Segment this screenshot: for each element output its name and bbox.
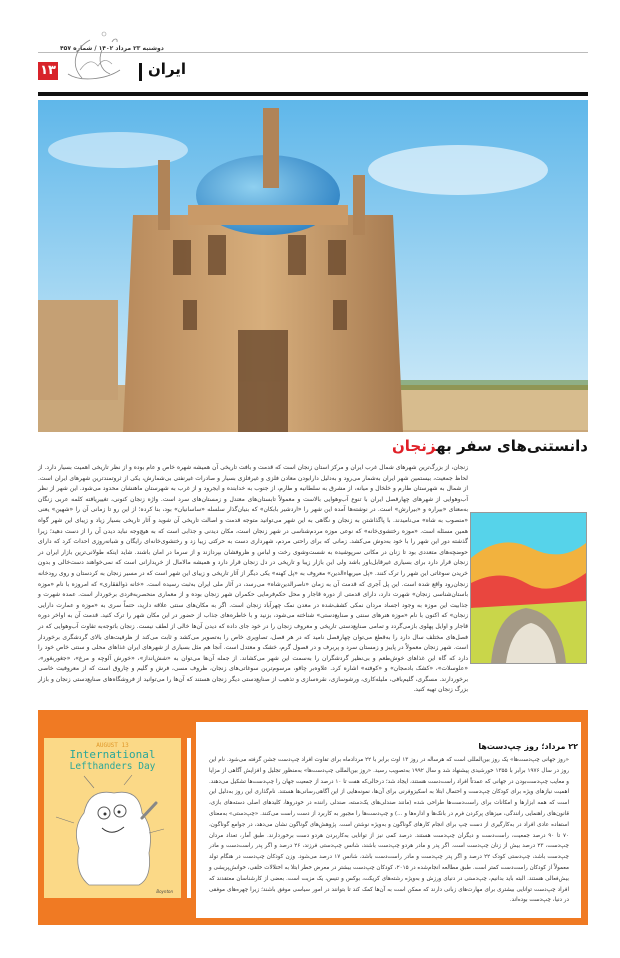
main-photo-soltaniyeh-dome <box>38 100 588 432</box>
dateline: دوشنبه ۲۳ مرداد ۱۴۰۲ / شماره ۴۵۷ <box>60 45 164 52</box>
card-signature: Boynton <box>156 889 173 894</box>
article-title-highlight: زنجان <box>391 437 437 455</box>
section-title: ایران <box>148 60 187 78</box>
sidebar-body: «روز جهانی چپ‌دست‌ها» یک روز بین‌المللی است که هرساله در روز ۱۳ اوت برابر با ۲۲ مردادماه برای تفاوت افراد چپ‌دست جشن گرفته می‌شود. نام این روز در سال ۱۹۷۶ برابر با ۱۳۵۵ خورشیدی پیشنهاد شد و سال ۱۹۹۲ به‌تصویب رسید. «روز بین‌المللی چپ‌دست‌ها» به‌منظور تجلیل و افزایش آگاهی از مزایا و معایب چپ‌دست‌بودن در جهانی که عمدتاً افراد راست‌دست هستند، ایجاد شد؛ درحالی‌که هفت تا ۱۰ درصد از جمعیت جهان را چپ‌دست‌ها تشکیل می‌دهند. اهمیت نیازهای ویژه برای کودکان چپ‌دست و احتمال ابتلا به اسکیزوفرنی برای آن‌ها، نمونه‌هایی از این آگاهی‌رسانی‌ها هستند. نام‌گذاری این روز به‌دلیل این است که همه ابزارها و امکانات برای راست‌دست‌ها طراحی شده (مانند صندلی‌های یک‌دسته، صندلی راننده در خودروها، کلیدهای اصلی دسته‌های بازی، قانون‌های راهنمایی رانندگی، میزهای پرکردن فرم در بانک‌ها و اداره‌ها و ...) و چپ‌دست‌ها را مجبور به کاربرد از دست راست می‌کنند. «چپ‌دستی» به‌معنای استفاده عادی افراد در به‌کارگیری از دست چپ برای انجام کارهای گوناگون و به‌ویژه نوشتن است. پژوهش‌های گوناگون نشان می‌دهد، در جوامع گوناگون، ۷۰ تا ۹۰ درصد جمعیت، راست‌دست و دیگران چپ‌دست هستند. درصد کمی نیز از توانایی به‌کاربردن هردو دست برخوردارند. طبق آمار، تعداد مردان چپ‌دست، ۲۳ درصد بیش از زنان چپ‌دست است. اگر پدر و مادر هردو چپ‌دست باشند، شانس چپ‌دستی فرزند، ۲۶ درصد و اگر پدر راست‌دست و مادر چپ‌دست باشد، چپ‌دستی کودک ۲۲ درصد و اگر پدر چپ‌دست و مادر راست‌دست باشد، شانس ۱۷ درصد می‌شود. وزن کودکان چپ‌دست در هنگام تولد معمولاً از کودکان راست‌دست کمتر است. طبق مطالعه انجام‌شده در ۲۰۱۵، کودکان چپ‌دست بیشتر در معرض خطر ابتلا به اختلالات خلقی، خوانش‌پریشی و بیش‌فعالی هستند. البته باید بدانیم، چپ‌دستی در دنیای ورزش و به‌ویژه رشته‌های کریکت، بوکس و تنیس، یک مزیت است. بعضی از کارشناسان معتقدند که افراد چپ‌دست توانایی بیشتری برای مهارت‌های زبانی دارند که ممکن است به آن‌ها کمک کند تا بتوانند در امور سیاسی موفق باشند؛ زیرا چهره‌های موفقی در دنیا، چپ‌دست بوده‌اند. <box>209 757 570 904</box>
section-divider <box>139 63 142 81</box>
header-thick-rule <box>38 92 588 96</box>
article-body: زنجان، از بزرگ‌ترین شهرهای شمال غرب ایران و مرکز استان زنجان است که قدمت و بافت تاریخی آن همیشه شهره خاص و عام بوده و از نظر تاریخی اهمیت بسیار دارد. از لحاظ جمعیت، بیستمین شهر ایران به‌شمار می‌رود و به‌دلیل دارابودن معادن فلزی و غیرفلزی بسیار و صادرات غیرنفتی بی‌شمارش، یکی از ثروتمندترین شهرهای ایران است. از شمال به شهرستان طارم و خلخال و میانه، از مشرق به سلطانیه و طارم، از جنوب به خدابنده و ایجرود و از غرب به شهرستان ماهنشان محدود می‌شود. این شهر از نظر آب‌وهوایی از شهرهای چهارفصل ایران با تنوع آب‌وهوایی بالاست و معمولاً تابستان‌های معتدل و زمستان‌های سرد است. واژه زنجان کنونی، تغییریافته کلمه عربی زنگان به‌معنای «بیراره و «بیرارش» است. در نوشته‌ها آمده این شهر را «اردشیر بابکان» که بنیان‌گذار سلسله «ساسانیان» بود، بنا کرده؛ از این رو تا زمانی آن را «شهین» یعنی «منصوب به شاه» می‌نامیدند. با پاگذاشتن به زنجان و نگاهی به این شهر می‌توانید متوجه قدمت و اصالت تاریخی آن شوید و آثار تاریخی بسیار زیاد و زیبای این شهر گواه همین مسئله است. «موزه رختشوی‌خانه» که نوعی موزه مردم‌شناسی در شهر زنجان است، مکان دیدنی و جذابی است که به هیچ‌وجه نباید دیدن آن را از دست دهید؛ زیرا گذشته دور این شهر را با خود به‌دوش می‌کشد. زمانی که برای راحتی مردم، شهرداری دست به حرکتی زیبا زد و رختشوی‌خانه‌ای رایگان و شبانه‌روزی احداث کرد که دارای حوضچه‌های متعددی بود تا زنان در مکانی سرپوشیده به شست‌وشوی رخت و لباس و ظروفشان بپردازند و از سرما در امان باشند. شاید اینکه طولانی‌ترین بازار ایران در زنجان قرار دارد برای بسیاری غیرقابل‌باور باشد ولی این بازار زیبا و تاریخی در دل زنجان قرار دارد و همیشه مالامال از خریدارانی است که نمی‌خواهند دست‌خالی و بدون خریدن سوغاتی این شهر را ترک کنند. «پل میربهاءالدین» معروف به «پل کهنه» یکی دیگر از آثار تاریخی و زیبای این شهر است که در مسیر زنجان به کردستان و روی رودخانه زنجان‌رود واقع شده است. این پل آجری که قدمت آن به زمان «ناصرالدین‌شاه» می‌رسد، در آثار ملی ایران به‌ثبت رسیده است. «خانه ذوالفقاری» که امروزه با نام «موزه باستان‌شناسی زنجان» شهرت دارد، دارای قدمتی از دوره قاجار و محل حکم‌فرمایی حکمران شهر زنجان بوده و از معماری منحصربه‌فردی برخوردار است. عمده شهرت و جذابیت این موزه به وجود اجساد مردان نمکی کشف‌شده در معدن نمک چهرآباد زنجان است. اگر به مکان‌های سنتی علاقه دارید، حتماً سری به «موزه و عمارت دارایی زنجان» که اکنون با نام «موزه هنرهای سنتی و صنایع‌دستی» شناخته می‌شود، بزنید و با خاطره‌های جذاب از حضور در این مکان شهر را ترک کنید. قدمت آن به اواخر دوره قاجار و اوایل پهلوی بازمی‌گردد و تمامی صنایع‌دستی تاریخی و معروف زنجان را در خود جای داده که دیدن آن‌ها خالی از لطف نیست. زنجان باتوجه‌به تفاوت آب‌وهوایی که در فصل‌های مختلف سال دارد را به‌قطع می‌توان چهارفصل نامید که در هر فصل، تصاویری خاص را به‌تصویر می‌کشد و ثابت می‌کند از ظرفیت‌های بالای گردشگری برخوردار است. شهر زنجان معمولاً در پاییز و زمستان سرد و پربرف و در فصول گرم، خشک و معتدل است. آنجا هم مثل بسیاری از شهرهای ایران غذاهای محلی و سنتی خاص خود را دارد که گاه این غذاهای خوش‌طعم و بی‌نظیر گردشگران را به‌سمت این شهر می‌کشاند. از جمله آن‌ها می‌توان به «شش‌انداز»، «خورش آلوچه و مرغ»، «جغوربغور»، «علوسلات»، «کشک بادمجان» و «کوفته» اشاره کرد. علاوه‌بر چاقو، مرسوم‌ترین سوغاتی‌های زنجان، ظروف مسی، فرش و گلیم و چاروق است که از معروفیت خاصی برخوردارند. مسگری، گلیم‌بافی، ملیله‌کاری، ورشوسازی، نقره‌سازی و تذهیب از صنایع‌دستی دیگر زنجان هستند که آن‌ها را می‌توانید از فروشگاه‌های صنایع‌دستی زنجان و بازار بزرگ زنجان تهیه کنید. <box>38 464 468 694</box>
article-title-main: دانستنی‌های سفر به <box>436 437 588 455</box>
article-title <box>392 437 588 455</box>
cat-cartoon-icon <box>44 773 181 893</box>
secondary-photo-colorful-mountains <box>470 512 587 664</box>
card-date: AUGUST 13 <box>96 742 129 749</box>
page-number-badge: ۱۳ <box>38 62 58 80</box>
newspaper-logo <box>60 30 130 86</box>
card-title-line1: International <box>69 748 156 761</box>
card-title-line2: Lefthanders Day <box>69 761 156 772</box>
sidebar-divider <box>187 738 191 898</box>
sidebar-title: ۲۲ مرداد؛ روز چپ‌دست‌ها <box>478 742 578 751</box>
lefthanders-day-card <box>44 738 181 898</box>
